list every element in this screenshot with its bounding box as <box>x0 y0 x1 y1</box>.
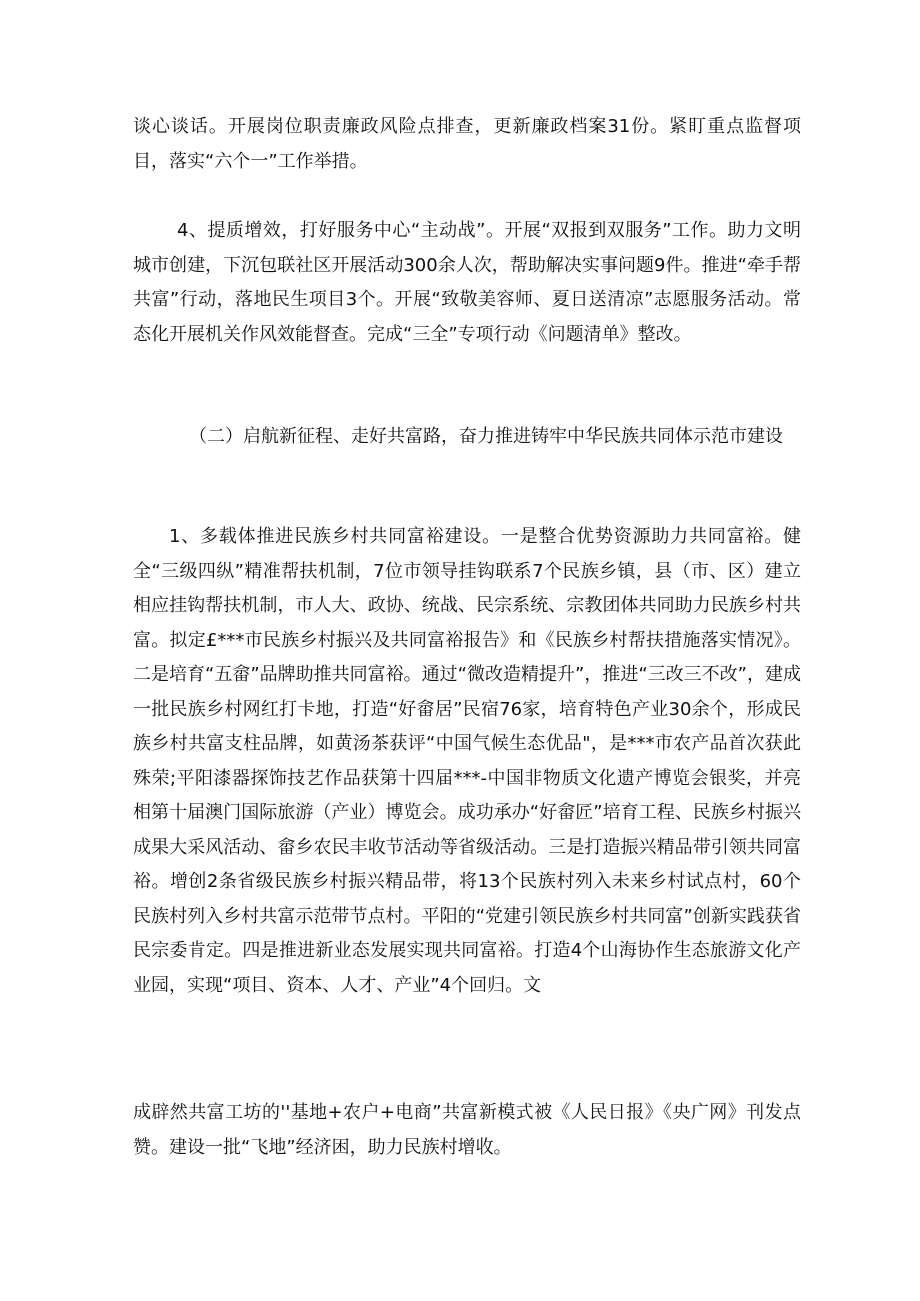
paragraph-rural-prosperity: 1、多载体推进民族乡村共同富裕建设。一是整合优势资源助力共同富裕。健全“三级四纵”精准帮扶机制，7位市领导挂钩联系7个民族乡镇，县（市、区）建立相应挂钩帮扶机制，市人大、政协、统战、民宗系统、宗教团体共同助力民族乡村共富。拟定£***市民族乡村振兴及共同富裕报告》和《民族乡村帮扶措施落实情况》。二是培育“五畲”品牌助推共同富裕。通过“微改造精提升”，推进“三改三不改”，建成一批民族乡村网红打卡地，打造“好畲居”民宿76家，培育特色产业30余个，形成民族乡村共富支柱品牌，如黄汤茶获评“中国气候生态优品"，是***市农产品首次获此殊荣;平阳漆器探饰技艺作品获第十四届***-中国非物质文化遗产博览会银奖，并亮相第十届澳门国际旅游（产业）博览会。成功承办“好畲匠”培育工程、民族乡村振兴成果大采风活动、畲乡农民丰收节活动等省级活动。三是打造振兴精品带引领共同富裕。增创2条省级民族乡村振兴精品带，将13个民族村列入未来乡村试点村，60个民族村列入乡村共富示范带节点村。平阳的“党建引领民族乡村共同富”创新实践获省民宗委肯定。四是推进新业态发展实现共同富裕。打造4个山海协作生态旅游文化产业园，实现“项目、资本、人才、产业”4个回归。文 <box>133 526 801 996</box>
paragraph-workshop-model: 成辟然共富工坊的''基地+农户+电商”共富新模式被《人民日报》《央广网》刊发点赞。建设一批“飞地”经济困，助力民族村增收。 <box>133 1102 801 1158</box>
paragraph-supervision: 谈心谈话。开展岗位职责廉政风险点排查，更新廉政档案31份。紧盯重点监督项目，落实“六个一”工作举措。 <box>133 116 801 172</box>
section-heading-ethnic-unity: （二）启航新征程、走好共富路，奋力推进铸牢中华民族共同体示范市建设 <box>189 426 783 447</box>
paragraph-service-center: 4、提质增效，打好服务中心“主动战”。开展“双报到双服务”工作。助力文明城市创建，下沉包联社区开展活动300余人次，帮助解决实事问题9件。推进“牵手帮共富”行动，落地民生项目3个。开展“致敬美容师、夏日送清凉”志愿服务活动。常态化开展机关作风效能督查。完成“三全”专项行动《问题清单》整改。 <box>133 220 801 345</box>
